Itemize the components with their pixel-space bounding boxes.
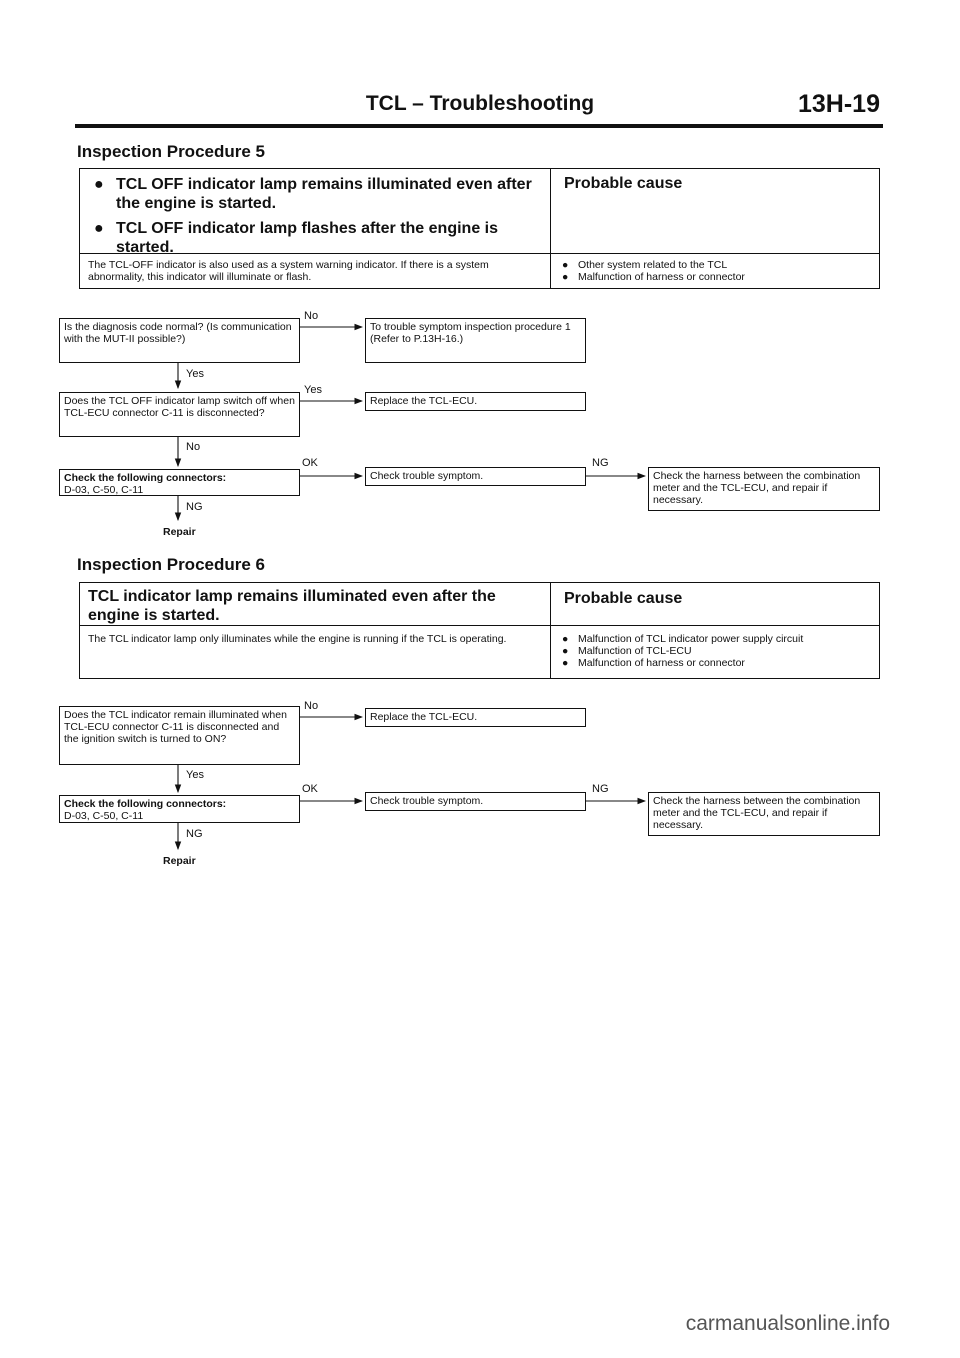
cause-item: ● Malfunction of harness or connector: [562, 271, 745, 283]
repair-label: Repair: [163, 855, 196, 867]
flow-label-ok: OK: [302, 457, 318, 469]
flow-result-2: Replace the TCL-ECU.: [365, 392, 586, 411]
flow-label-ng: NG: [592, 783, 609, 795]
symptom-item: ● TCL OFF indicator lamp remains illuminated even after the engine is started.: [94, 176, 532, 212]
flow-label-ng: NG: [186, 828, 203, 840]
cause-item: ● Other system related to the TCL: [562, 259, 728, 271]
flow-label-yes: Yes: [186, 368, 204, 380]
flow-label-yes: Yes: [304, 384, 322, 396]
flow-result-1: To trouble symptom inspection procedure 1 (Refer to P.13H-16.): [365, 318, 586, 363]
cause-item: ● Malfunction of TCL-ECU: [562, 645, 692, 657]
flow-question-2: [59, 795, 300, 823]
flow-question-2: Does the TCL OFF indicator lamp switch off when TCL-ECU connector C-11 is disconnected?: [59, 392, 300, 437]
flow-label-ng: NG: [592, 457, 609, 469]
flow-result-4: Check the harness between the combination meter and the TCL-ECU, and repair if necessary.: [648, 467, 880, 511]
procedure-6-heading: Inspection Procedure 6: [77, 555, 265, 574]
procedure-note: The TCL indicator lamp only illuminates while the engine is running if the TCL is operating.: [88, 633, 507, 645]
check-connectors-label: Check the following connectors:: [64, 472, 227, 484]
probable-cause-heading: Probable cause: [564, 590, 683, 607]
flow-result-1: Replace the TCL-ECU.: [365, 708, 586, 727]
connector-list: D-03, C-50, C-11: [64, 484, 144, 496]
procedure-note: The TCL-OFF indicator is also used as a system warning indicator. If there is a system abnormality, this indicator will illuminate or flash.: [88, 259, 489, 283]
table-divider: [80, 625, 879, 626]
table-divider: [550, 583, 551, 678]
flow-result-3: Check the harness between the combination meter and the TCL-ECU, and repair if necessary.: [648, 792, 880, 836]
flow-question-1: Is the diagnosis code normal? (Is communication with the MUT-II possible?): [59, 318, 300, 363]
repair-label: Repair: [163, 526, 196, 538]
cause-list: [562, 633, 872, 669]
check-connectors-label: Check the following connectors:: [64, 798, 227, 810]
cause-item: ● Malfunction of harness or connector: [562, 657, 745, 669]
flow-result-3: Check trouble symptom.: [365, 467, 586, 486]
probable-cause-heading: Probable cause: [564, 175, 683, 192]
cause-item: ● Malfunction of TCL indicator power supply circuit: [562, 633, 804, 645]
flow-label-no: No: [304, 310, 319, 322]
procedure-5-heading: Inspection Procedure 5: [77, 142, 265, 161]
flow-label-no: No: [304, 700, 319, 712]
procedure-6-table: [79, 582, 880, 679]
flow-label-ok: OK: [302, 783, 318, 795]
flow-question-3: [59, 469, 300, 496]
symptom-item: ● TCL OFF indicator lamp flashes after the engine is started.: [94, 220, 498, 256]
page-number: 13H-19: [798, 90, 880, 118]
flow-question-1: Does the TCL indicator remain illuminated when TCL-ECU connector C-11 is disconnected and the ignition switch is turned to ON?: [59, 706, 300, 765]
connector-list: D-03, C-50, C-11: [64, 810, 144, 822]
flow-label-no: No: [186, 441, 201, 453]
page-title: TCL – Troubleshooting: [365, 92, 595, 115]
flow-label-ng: NG: [186, 501, 203, 513]
symptom-item: TCL indicator lamp remains illuminated even after the engine is started.: [88, 588, 496, 624]
watermark: carmanualsonline.info: [685, 1312, 890, 1335]
flow-result-2: Check trouble symptom.: [365, 792, 586, 811]
flow-label-yes: Yes: [186, 769, 204, 781]
